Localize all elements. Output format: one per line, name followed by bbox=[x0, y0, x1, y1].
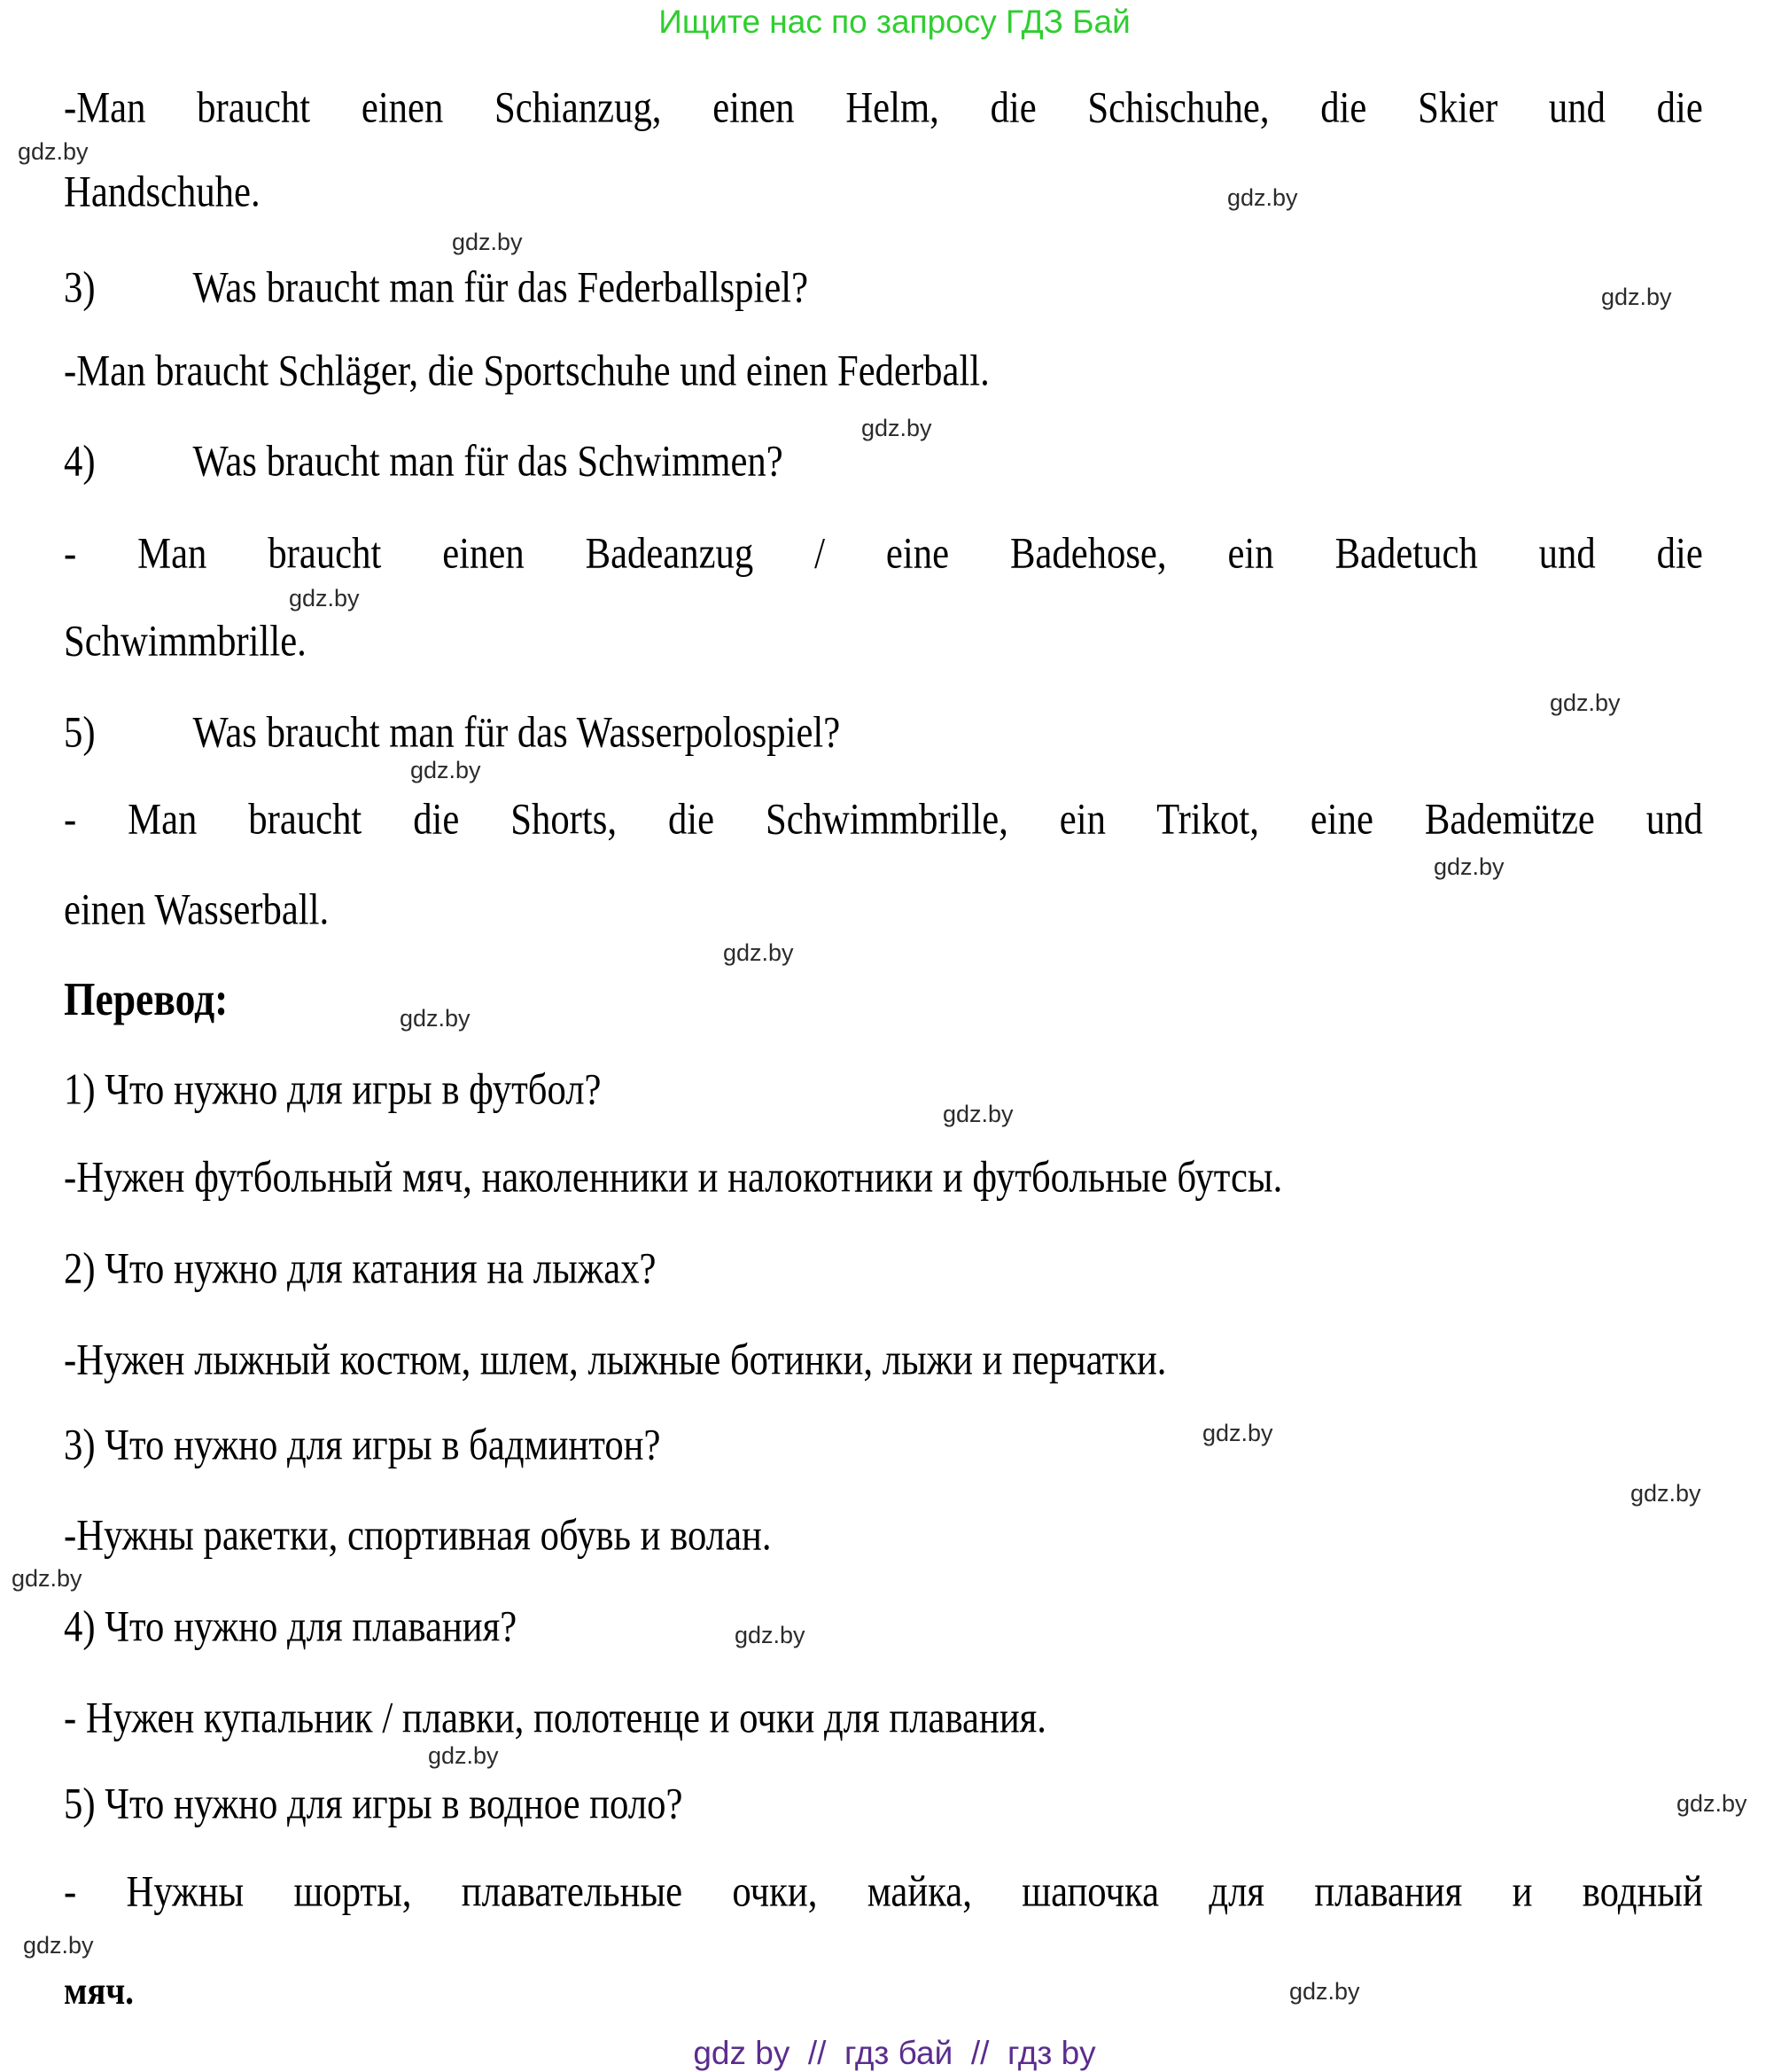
german-answer5-line1: - Man braucht die Shorts, die Schwimmbrille, ein Trikot, eine Bademütze und bbox=[64, 794, 1703, 844]
german-question-3 bbox=[64, 264, 1703, 312]
gdz-watermark: gdz.by bbox=[23, 1932, 94, 1959]
gdz-watermark: gdz.by bbox=[400, 1005, 471, 1032]
gdz-watermark: gdz.by bbox=[1434, 853, 1505, 880]
gdz-watermark: gdz.by bbox=[723, 939, 794, 966]
german-answer-3: -Man braucht Schläger, die Sportschuhe und einen Federball. bbox=[64, 346, 990, 395]
translation-question-4: 4) Что нужно для плавания? bbox=[64, 1601, 517, 1651]
translation-answer-3: -Нужны ракетки, спортивная обувь и волан. bbox=[64, 1510, 772, 1560]
gdz-watermark: gdz.by bbox=[289, 585, 360, 611]
footer-links: gdz by // гдз бай // гдз by bbox=[693, 2035, 1096, 2071]
german-question-4 bbox=[64, 438, 1703, 486]
translation-answer-1: -Нужен футбольный мяч, наколенники и налокотники и футбольные бутсы. bbox=[64, 1152, 1283, 1202]
gdz-watermark: gdz.by bbox=[18, 138, 89, 165]
gdz-watermark: gdz.by bbox=[1289, 1978, 1360, 2005]
gdz-watermark: gdz.by bbox=[1202, 1420, 1273, 1446]
translation-question-3: 3) Что нужно для игры в бадминтон? bbox=[64, 1420, 661, 1469]
question-number: 3) bbox=[64, 262, 96, 312]
question-number: 4) bbox=[64, 436, 96, 486]
question-text: Was braucht man für das Wasserpolospiel? bbox=[192, 707, 841, 757]
gdz-watermark: gdz.by bbox=[1227, 184, 1298, 211]
translation-question-2: 2) Что нужно для катания на лыжах? bbox=[64, 1243, 657, 1293]
gdz-watermark: gdz.by bbox=[735, 1622, 805, 1648]
translation-answer-4: - Нужен купальник / плавки, полотенце и очки для плавания. bbox=[64, 1693, 1046, 1742]
gdz-watermark: gdz.by bbox=[12, 1565, 82, 1592]
gdz-watermark: gdz.by bbox=[1676, 1790, 1747, 1817]
promo-banner: Ищите нас по запросу ГДЗ Бай bbox=[658, 4, 1131, 40]
german-answer2-line1: -Man braucht einen Schianzug, einen Helm, die Schischuhe, die Skier und die bbox=[64, 82, 1703, 132]
question-text: Was braucht man für das Schwimmen? bbox=[192, 436, 783, 486]
german-answer5-line2: einen Wasserball. bbox=[64, 884, 330, 934]
question-text: Was braucht man für das Federballspiel? bbox=[192, 262, 809, 312]
translation-answer5-line1: - Нужны шорты, плавательные очки, майка, шапочка для плавания и водный bbox=[64, 1866, 1703, 1916]
translation-answer-2: -Нужен лыжный костюм, шлем, лыжные ботинки, лыжи и перчатки. bbox=[64, 1335, 1167, 1384]
gdz-watermark: gdz.by bbox=[943, 1101, 1014, 1127]
translation-question-1: 1) Что нужно для игры в футбол? bbox=[64, 1064, 602, 1114]
german-question-5 bbox=[64, 709, 1703, 757]
german-answer4-line2: Schwimmbrille. bbox=[64, 616, 307, 666]
translation-answer5-line2: мяч. bbox=[64, 1967, 135, 2014]
gdz-watermark: gdz.by bbox=[452, 229, 523, 255]
german-answer2-line2: Handschuhe. bbox=[64, 167, 261, 216]
gdz-watermark: gdz.by bbox=[1550, 689, 1621, 716]
translation-heading: Перевод: bbox=[64, 973, 229, 1026]
german-answer4-line1: - Man braucht einen Badeanzug / eine Badehose, ein Badetuch und die bbox=[64, 528, 1703, 578]
gdz-watermark: gdz.by bbox=[861, 415, 932, 441]
gdz-watermark: gdz.by bbox=[428, 1742, 499, 1769]
translation-question-5: 5) Что нужно для игры в водное поло? bbox=[64, 1779, 683, 1828]
gdz-watermark: gdz.by bbox=[410, 757, 481, 783]
gdz-watermark: gdz.by bbox=[1601, 284, 1672, 310]
gdz-watermark: gdz.by bbox=[1630, 1480, 1701, 1507]
question-number: 5) bbox=[64, 707, 96, 757]
